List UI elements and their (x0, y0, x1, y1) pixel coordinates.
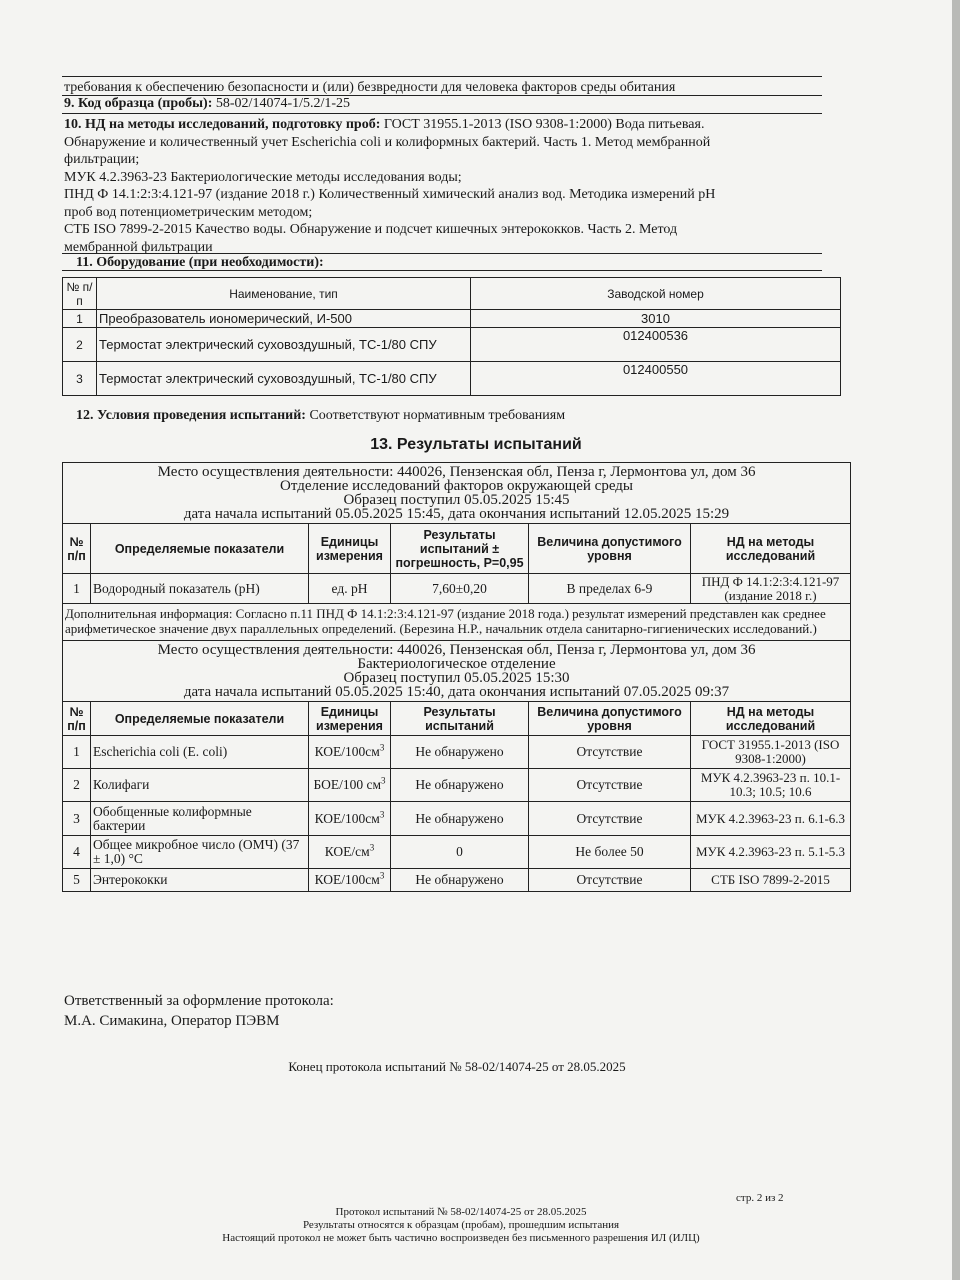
col-header-num: № п/п (63, 278, 97, 310)
activity-location: Место осуществления деятельности: 440026, Пензенская обл, Пенза г, Лермонтова ул, дом 36 (157, 642, 756, 658)
equipment-table (62, 277, 841, 396)
col-header-serial: Заводской номер (471, 278, 841, 310)
table-row: 1 Escherichia coli (E. coli) КОЕ/$100см^3$ Не обнаружено Отсутствие ГОСТ 31955.1-2013 (ISO 9308-1:2000) (63, 736, 851, 769)
table-row: 5 Энтерококки КОЕ/$100см^3$ Не обнаружено Отсутствие СТБ ISO 7899-2-2015 (63, 869, 851, 892)
requirements-line: требования к обеспечению безопасности и (или) безвредности для человека факторов среды обитания (64, 80, 676, 95)
table-row: 2 Колифаги БОЕ/100 $см^3$ Не обнаружено Отсутствие МУК 4.2.3963-23 п. 10.1-10.3; 10.5; 10.6 (63, 769, 851, 802)
responsible-name: М.А. Симакина, Оператор ПЭВМ (64, 1013, 280, 1029)
background-edge (952, 0, 960, 1280)
methods-line: МУК 4.2.3963-23 Бактериологические методы исследования воды; (64, 169, 462, 185)
page-number: стр. 2 из 2 (736, 1192, 784, 1204)
sample-received: Образец поступил 05.05.2025 15:30 (343, 670, 570, 686)
col-header-name: Наименование, тип (97, 278, 471, 310)
sample-received: Образец поступил 05.05.2025 15:45 (343, 492, 570, 508)
table-row: 3 Обобщенные колиформные бактерии КОЕ/$100см^3$ Не обнаружено Отсутствие МУК 4.2.3963-23 п. 6.1-6.3 (63, 802, 851, 836)
additional-info: Дополнительная информация: Согласно п.11 ПНД Ф 14.1:2:3:4.121-97 (издание 2018 года.) результат измерений представлен как среднее арифметическое значение двух параллельных определений. (Березина Н.Р., начальник отдела санитарно-гигиенических исследований.) (63, 604, 851, 641)
rule (62, 113, 822, 114)
methods-section (64, 116, 834, 256)
methods-line: 10. НД на методы исследований, подготовку проб: ГОСТ 31955.1-2013 (ISO 9308-1:2000) Вода питьевая. (64, 117, 705, 132)
department: Отделение исследований факторов окружающей среды (280, 478, 633, 494)
department: Бактериологическое отделение (357, 656, 556, 672)
footer-line: Настоящий протокол не может быть частично воспроизведен без письменного разрешения ИЛ (ИЛЦ) (222, 1232, 700, 1244)
end-of-protocol: Конец протокола испытаний № 58-02/14074-25 от 28.05.2025 (288, 1059, 626, 1074)
sample-code-label: 9. Код образца (пробы): (64, 96, 213, 111)
additional-info-row (63, 604, 851, 641)
footer-line: Результаты относятся к образцам (пробам), прошедшим испытания (302, 1219, 620, 1231)
section-header-bacteriology (63, 641, 851, 702)
methods-line: мембранной фильтрации (64, 239, 213, 255)
table-row: 3 Термостат электрический суховоздушный, ТС-1/80 СПУ 012400550 (63, 362, 841, 396)
test-dates: дата начала испытаний 05.05.2025 15:45, дата окончания испытаний 12.05.2025 15:29 (183, 506, 730, 522)
sample-code-value: 58-02/14074-1/5.2/1-25 (215, 96, 351, 111)
methods-line: СТБ ISO 7899-2-2015 Качество воды. Обнаружение и подсчет кишечных энтерококков. Часть 2. Метод (64, 222, 678, 237)
methods-line: ПНД Ф 14.1:2:3:4.121-97 (издание 2018 г.) Количественный химический анализ вод. Методика измерений pH (64, 187, 716, 202)
test-conditions-label: 12. Условия проведения испытаний: (76, 408, 306, 423)
footer (0, 1206, 922, 1245)
methods-line: проб вод потенциометрическим методом; (64, 204, 313, 220)
test-dates: дата начала испытаний 05.05.2025 15:40, дата окончания испытаний 07.05.2025 09:37 (183, 684, 730, 700)
rule (62, 270, 822, 271)
table-row: 1 Водородный показатель (pH) ед. pH 7,60±0,20 В пределах 6-9 ПНД Ф 14.1:2:3:4.121-97 (издание 2018 г.) (63, 574, 851, 604)
table-row: 4 Общее микробное число (ОМЧ) (37 ± 1,0) °С КОЕ/$см^3$ 0 Не более 50 МУК 4.2.3963-23 п. 5.1-5.3 (63, 836, 851, 869)
results-header-row: № п/п Определяемые показатели Единицы измерения Результаты испытаний ± погрешность, P=0,95 Величина допустимого уровня НД на методы исследований (63, 524, 851, 574)
methods-line: фильтрации; (64, 152, 140, 167)
rule (62, 253, 822, 254)
responsible-label: Ответственный за оформление протокола: (64, 993, 334, 1009)
activity-location: Место осуществления деятельности: 440026, Пензенская обл, Пенза г, Лермонтова ул, дом 36 (157, 464, 756, 480)
test-conditions-value: Соответствуют нормативным требованиям (309, 408, 566, 423)
top-rule (62, 76, 822, 77)
table-row: 2 Термостат электрический суховоздушный, ТС-1/80 СПУ 012400536 (63, 328, 841, 362)
results-table (62, 462, 851, 892)
results-title: 13. Результаты испытаний (370, 436, 582, 453)
methods-line: Обнаружение и количественный учет Escherichia coli и колиформных бактерий. Часть 1. Метод мембранной (64, 134, 711, 150)
sample-code (64, 96, 350, 112)
equipment-header-row (63, 278, 841, 310)
section-header-environment (63, 463, 851, 524)
test-conditions (76, 408, 565, 424)
methods-label: 10. НД на методы исследований, подготовку проб: (64, 117, 381, 132)
equipment-label: 11. Оборудование (при необходимости): (76, 255, 324, 270)
results-header-row: № п/п Определяемые показатели Единицы измерения Результаты испытаний Величина допустимого уровня НД на методы исследований (63, 702, 851, 736)
table-row: 1 Преобразователь иономерический, И-500 3010 (63, 310, 841, 328)
footer-line: Протокол испытаний № 58-02/14074-25 от 28.05.2025 (335, 1206, 587, 1218)
